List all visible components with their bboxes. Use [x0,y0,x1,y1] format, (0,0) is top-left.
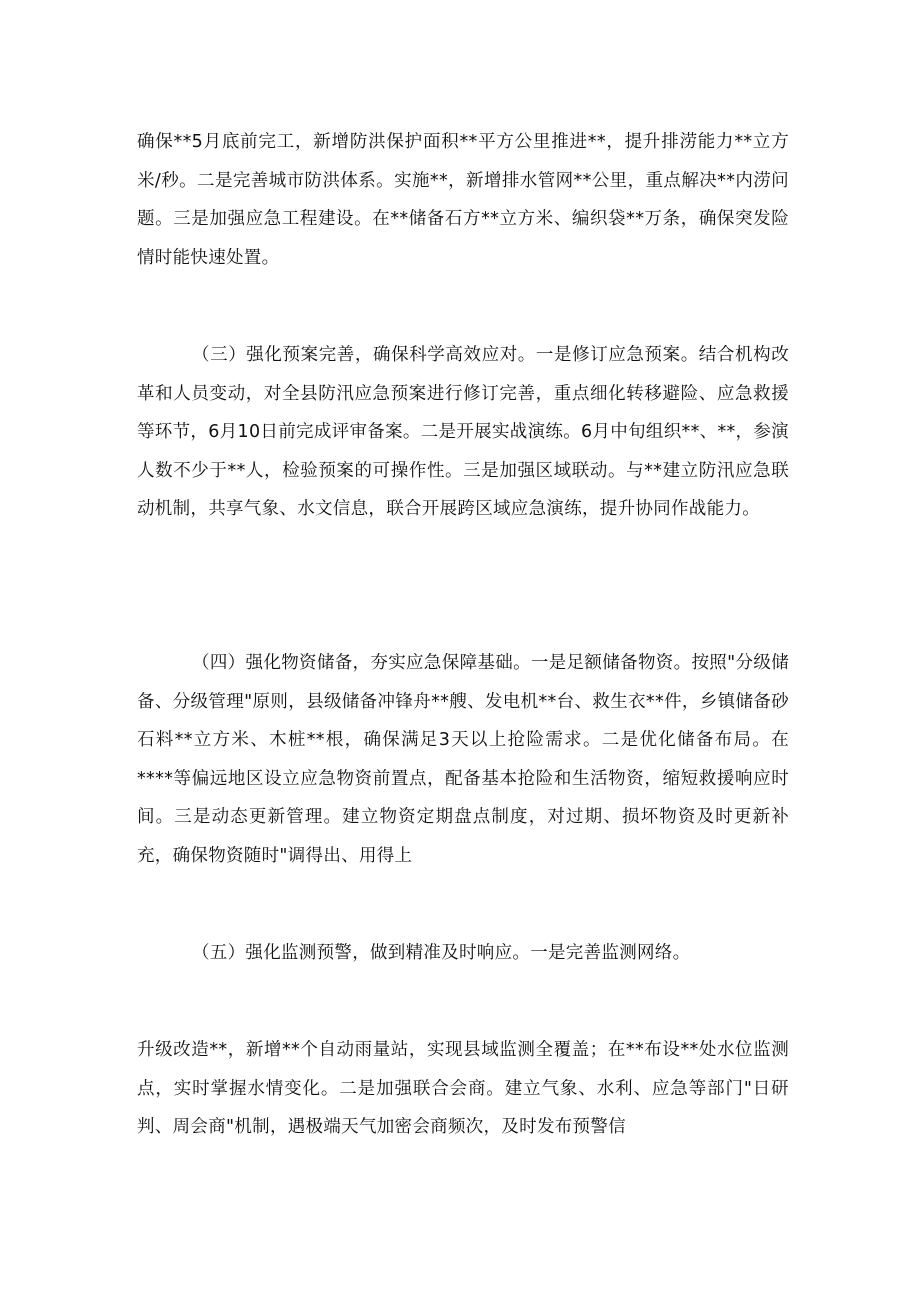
paragraph-section-4-material-reserves: （四）强化物资储备，夯实应急保障基础。一是足额储备物资。按照"分级储备、分级管理"原则，县级储备冲锋舟**艘、发电机**台、救生衣**件，乡镇储备砂石料**立方米、木桩**根，确保满足3天以上抢险需求。二是优化储备布局。在****等偏远地区设立应急物资前置点，配备基本抢险和生活物资，缩短救援响应时间。三是动态更新管理。建立物资定期盘点制度，对过期、损坏物资及时更新补充，确保物资随时"调得出、用得上 [137,653,789,866]
paragraph-flood-works-continued: 确保**5月底前完工，新增防洪保护面积**平方公里推进**，提升排涝能力**立方米/秒。二是完善城市防洪体系。实施**，新增排水管网**公里，重点解决**内涝问题。三是加强应急工程建设。在**储备石方**立方米、编织袋**万条，确保突发险情时能快速处置。 [137,132,789,268]
paragraph-section-5-monitoring-body: 升级改造**，新增**个自动雨量站，实现县域监测全覆盖；在**布设**处水位监测点，实时掌握水情变化。二是加强联合会商。建立气象、水利、应急等部门"日研判、周会商"机制，遇极端天气加密会商频次，及时发布预警信 [137,1040,789,1138]
paragraph-section-3-emergency-plans: （三）强化预案完善，确保科学高效应对。一是修订应急预案。结合机构改革和人员变动，对全县防汛应急预案进行修订完善，重点细化转移避险、应急救援等环节，6月10日前完成评审备案。二是开展实战演练。6月中旬组织**、**，参演人数不少于**人，检验预案的可操作性。三是加强区域联动。与**建立防汛应急联动机制，共享气象、水文信息，联合开展跨区域应急演练，提升协同作战能力。 [137,345,789,520]
paragraph-section-5-monitoring-heading: （五）强化监测预警，做到精准及时响应。一是完善监测网络。 [192,943,691,963]
